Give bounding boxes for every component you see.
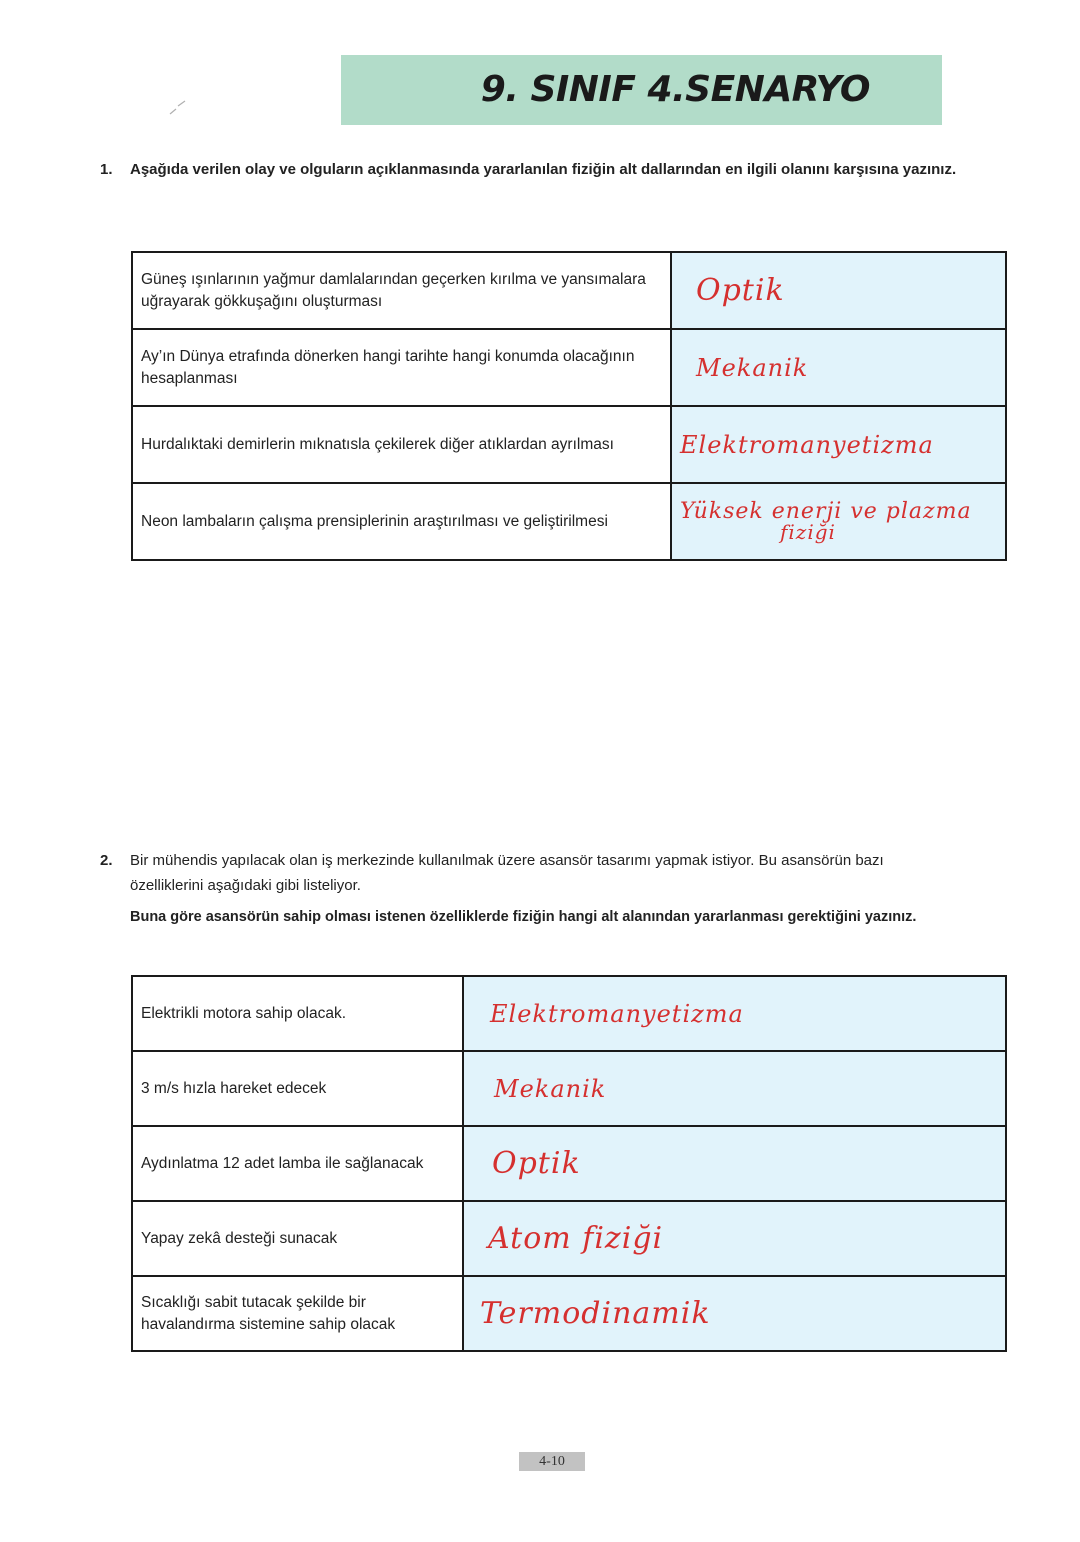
handwritten-answer: Elektromanyetizma	[680, 430, 934, 459]
handwritten-answer: Optik	[696, 273, 785, 308]
prompt-cell: Ay’ın Dünya etrafında dönerken hangi tarihte hangi konumda olacağının hesaplanması	[132, 329, 671, 406]
question-1-number: 1.	[100, 161, 113, 178]
prompt-cell: 3 m/s hızla hareket edecek	[132, 1051, 463, 1126]
answer-cell[interactable]	[463, 1201, 1006, 1276]
prompt-cell: Sıcaklığı sabit tutacak şekilde bir havalandırma sistemine sahip olacak	[132, 1276, 463, 1351]
prompt-cell: Yapay zekâ desteği sunacak	[132, 1201, 463, 1276]
question-2-instruction: Buna göre asansörün sahip olması istenen özelliklerde fiziğin hangi alt alanından yararlanması gerektiğini yazınız.	[130, 909, 917, 925]
header-band	[341, 55, 942, 125]
question-1-table	[131, 251, 1007, 561]
answer-cell[interactable]	[463, 976, 1006, 1051]
handwritten-answer: Termodinamik	[480, 1296, 711, 1331]
table-row	[132, 1276, 1006, 1351]
handwritten-answer: Atom fiziği	[488, 1221, 664, 1256]
question-2-number: 2.	[100, 852, 113, 869]
answer-cell[interactable]	[463, 1051, 1006, 1126]
handwritten-answer: Elektromanyetizma	[490, 999, 744, 1028]
answer-cell[interactable]	[463, 1276, 1006, 1351]
table-row	[132, 1126, 1006, 1201]
question-2-intro: Bir mühendis yapılacak olan iş merkezinde kullanılmak üzere asansör tasarımı yapmak istiyor. Bu asansörün bazı özelliklerini aşağıdaki gibi listeliyor.	[130, 852, 884, 894]
table-row	[132, 1201, 1006, 1276]
table-row	[132, 406, 1006, 483]
answer-cell[interactable]	[671, 329, 1006, 406]
question-1-instruction: Aşağıda verilen olay ve olguların açıklanmasında yararlanılan fiziğin alt dallarından en ilgili olanını karşısına yazınız.	[130, 161, 957, 178]
table-row	[132, 1051, 1006, 1126]
prompt-cell: Neon lambaların çalışma prensiplerinin araştırılması ve geliştirilmesi	[132, 483, 671, 560]
handwritten-answer: Mekanik	[696, 353, 809, 382]
answer-cell[interactable]	[671, 406, 1006, 483]
page-number: 4-10	[519, 1452, 585, 1471]
handwritten-answer-line2: fiziği	[780, 520, 836, 544]
answer-cell[interactable]	[463, 1126, 1006, 1201]
prompt-cell: Aydınlatma 12 adet lamba ile sağlanacak	[132, 1126, 463, 1201]
prompt-cell: Elektrikli motora sahip olacak.	[132, 976, 463, 1051]
table-row	[132, 976, 1006, 1051]
pen-mark-icon	[168, 100, 188, 116]
prompt-cell: Güneş ışınlarının yağmur damlalarından geçerken kırılma ve yansımalara uğrayarak gökkuşağını oluşturması	[132, 252, 671, 329]
page-title: 9. SINIF 4.SENARYO	[480, 69, 870, 110]
answer-cell[interactable]	[671, 483, 1006, 560]
table-row	[132, 252, 1006, 329]
handwritten-answer: Optik	[492, 1146, 581, 1181]
prompt-cell: Hurdalıktaki demirlerin mıknatısla çekilerek diğer atıklardan ayrılması	[132, 406, 671, 483]
answer-cell[interactable]	[671, 252, 1006, 329]
handwritten-answer: Mekanik	[494, 1074, 607, 1103]
table-row	[132, 483, 1006, 560]
handwritten-answer: Yüksek enerji ve plazma	[680, 499, 972, 524]
question-2-table	[131, 975, 1007, 1352]
table-row	[132, 329, 1006, 406]
